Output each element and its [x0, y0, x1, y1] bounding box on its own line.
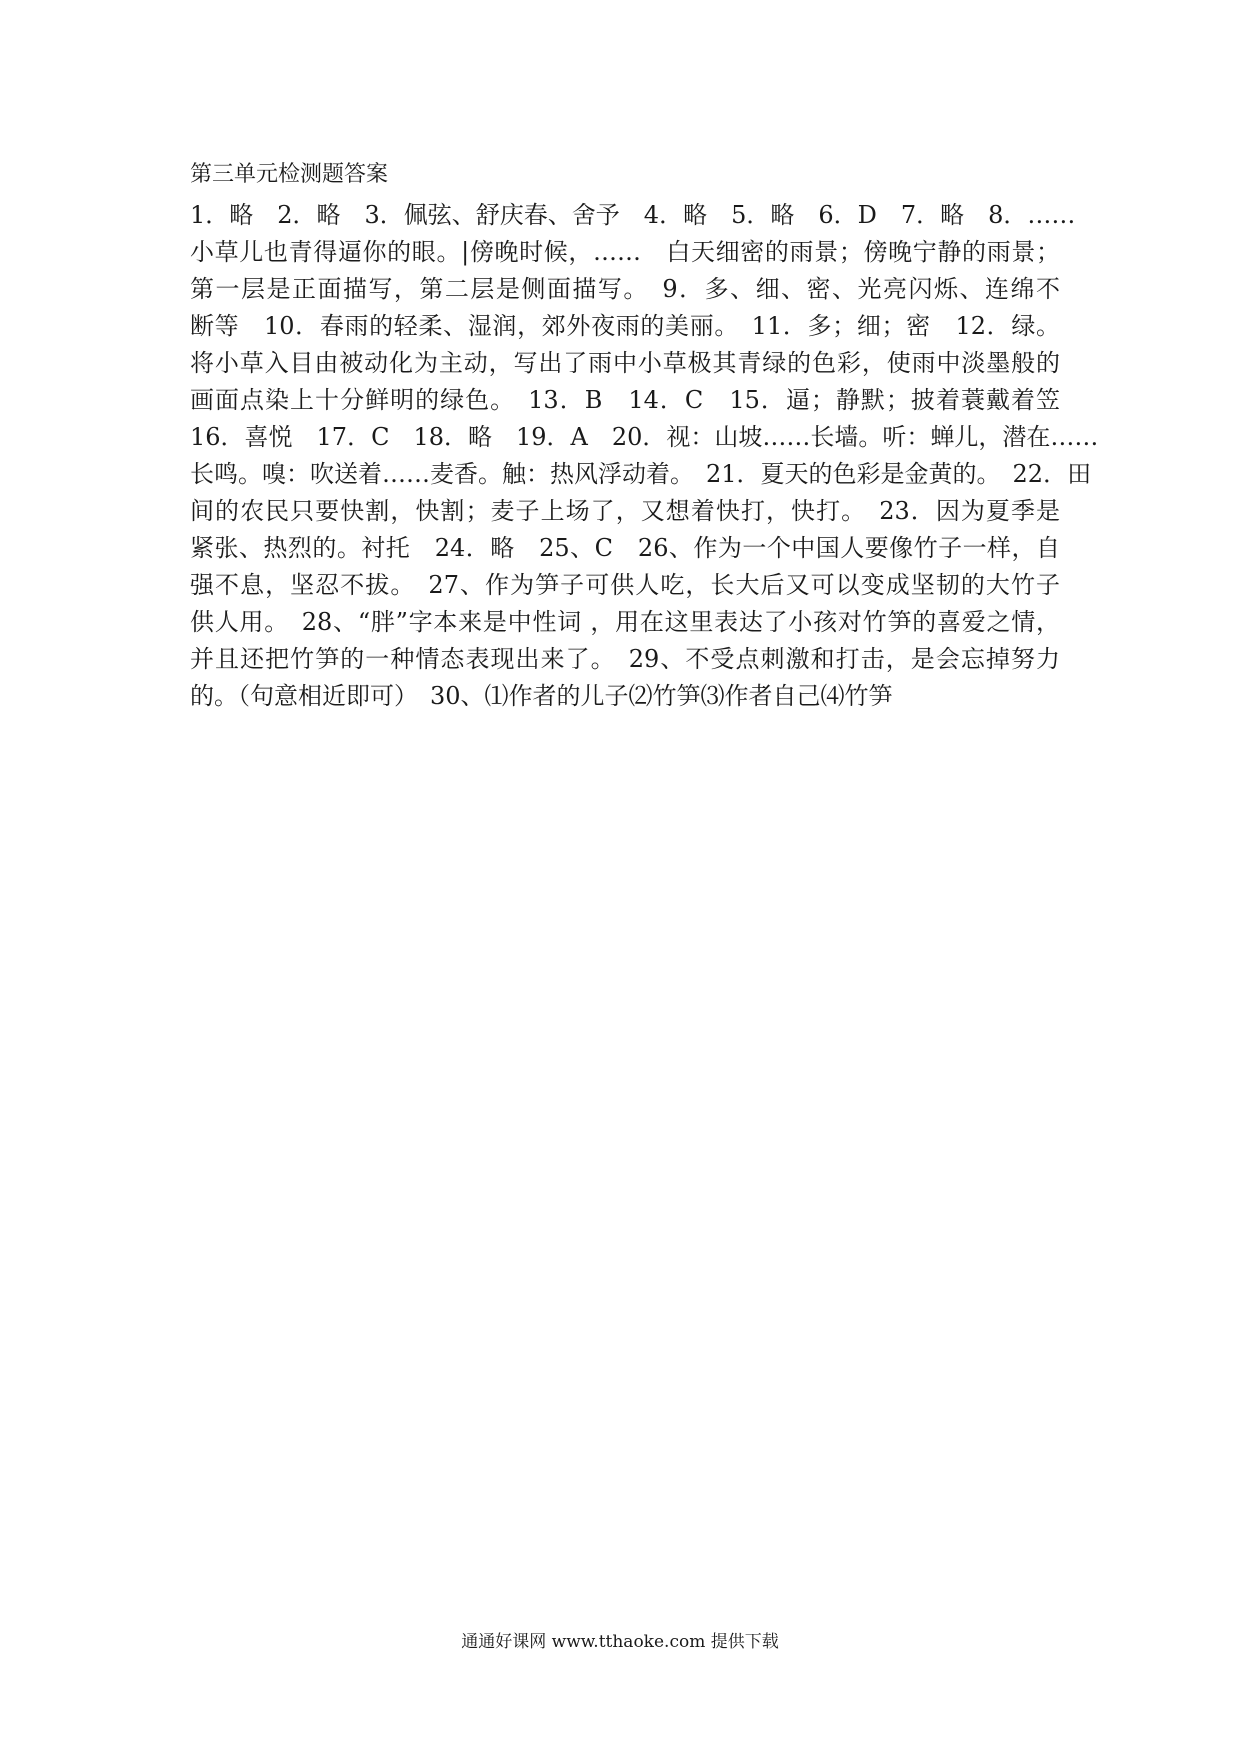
answer-line: 供人用。 28、“胖”字本来是中性词 ，用在这里表达了小孩对竹笋的喜爱之情， [190, 608, 1060, 636]
answer-line: 并且还把竹笋的一种情态表现出来了。 29、不受点刺激和打击，是会忘掉努力 [190, 645, 1060, 673]
answer-line: 将小草入目由被动化为主动，写出了雨中小草极其青绿的色彩，使雨中淡墨般的 [190, 349, 1060, 377]
answer-line: 紧张、热烈的。衬托 24．略 25、C 26、作为一个中国人要像竹子一样，自 [190, 534, 1060, 562]
answer-line: 1．略 2．略 3．佩弦、舒庆春、舍予 4．略 5．略 6．D 7．略 8．…… [190, 201, 1076, 229]
answer-line: 第一层是正面描写，第二层是侧面描写。 9．多、细、密、光亮闪烁、连绵不 [190, 275, 1060, 303]
answer-line: 强不息，坚忍不拔。 27、作为笋子可供人吃，长大后又可以变成坚韧的大竹子 [190, 571, 1060, 599]
answer-body [190, 197, 1099, 715]
answer-line: 断等 10．春雨的轻柔、湿润，郊外夜雨的美丽。 11．多；细；密 12．绿。 [190, 312, 1060, 340]
footer-source-text: 通通好课网 www.tthaoke.com 提供下载 [461, 1632, 779, 1652]
answer-line: 小草儿也青得逼你的眼。|傍晚时候，…… 白天细密的雨景；傍晚宁静的雨景； [190, 238, 1060, 266]
document-title: 第三单元检测题答案 [190, 162, 389, 187]
answer-line: 长鸣。嗅：吹送着……麦香。触：热风浮动着。 21．夏天的色彩是金黄的。 22．田 [190, 460, 1092, 488]
answer-line: 的。（句意相近即可） 30、⑴作者的儿子⑵竹笋⑶作者自己⑷竹笋 [190, 682, 893, 710]
answer-line: 16．喜悦 17．C 18．略 19．A 20．视：山坡……长墙。听：蝉儿，潜在…… [190, 423, 1099, 451]
answer-line: 画面点染上十分鲜明的绿色。 13．B 14．C 15．逼；静默；披着蓑戴着笠 [190, 386, 1060, 414]
answer-line: 间的农民只要快割，快割；麦子上场了，又想着快打，快打。 23．因为夏季是 [190, 497, 1060, 525]
